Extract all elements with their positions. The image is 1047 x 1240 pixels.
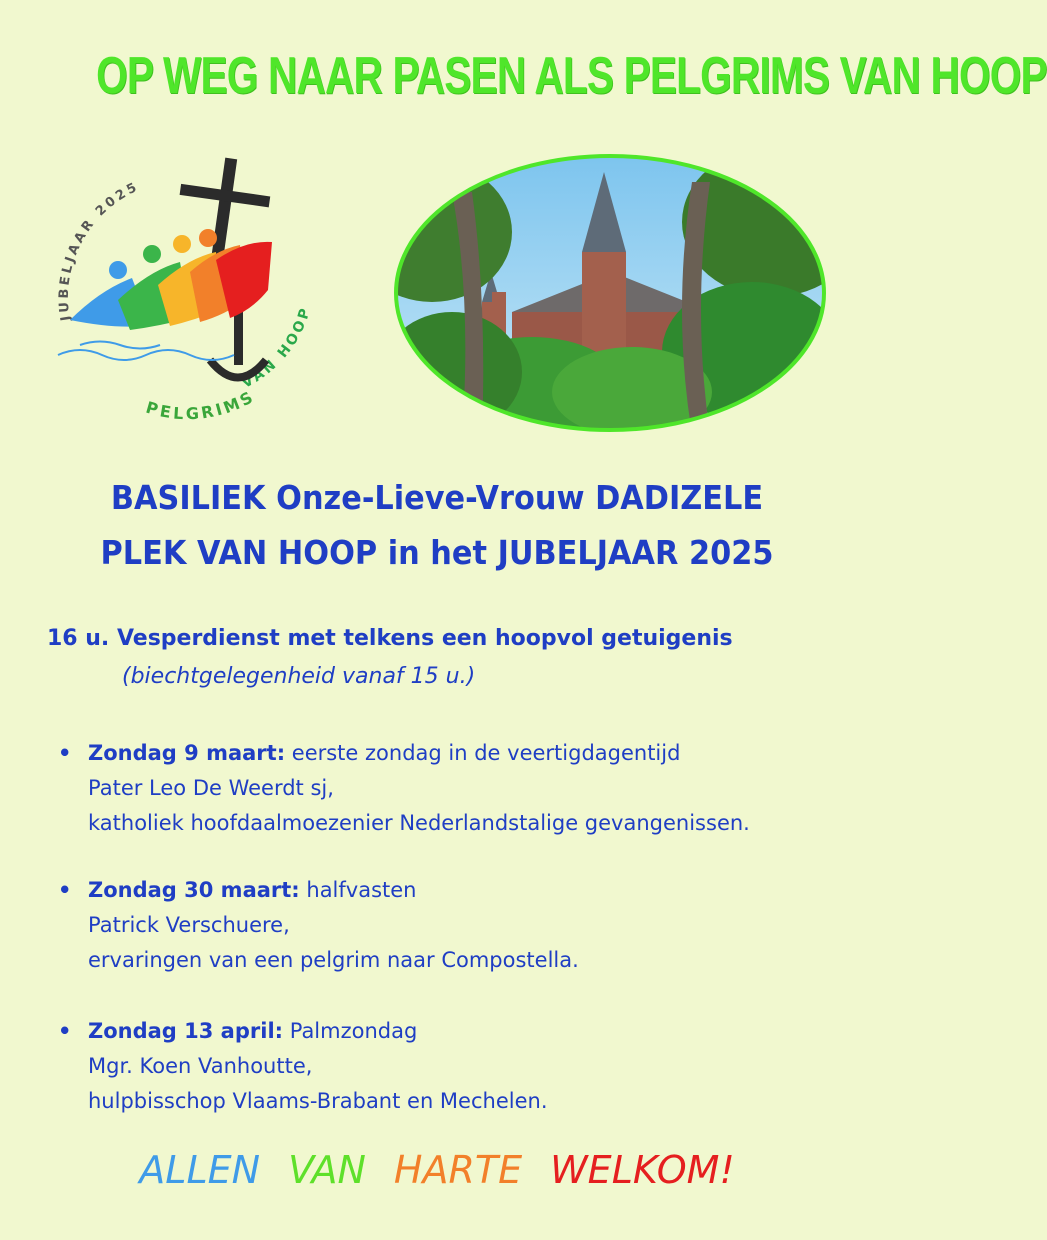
event-speaker: Patrick Verschuere, — [88, 913, 290, 937]
event-speaker: Mgr. Koen Vanhoutte, — [88, 1054, 313, 1078]
svg-text:PELGRIMS — [144, 386, 259, 423]
welcome-word: WELKOM! — [550, 1148, 735, 1192]
bullet: • — [58, 878, 72, 902]
bullet: • — [58, 1019, 72, 1043]
welcome-word: VAN — [288, 1148, 366, 1192]
logo-arc-bottom: PELGRIMS — [143, 386, 259, 424]
event-item — [58, 873, 579, 978]
event-date: Zondag 30 maart: — [88, 878, 300, 902]
event-title: eerste zondag in de veertigdagentijd — [285, 741, 681, 765]
event-date: Zondag 9 maart: — [88, 741, 286, 765]
jubilee-logo-icon — [40, 150, 350, 450]
event-item — [58, 1014, 548, 1119]
welcome-message — [0, 1148, 874, 1192]
event-description: hulpbisschop Vlaams-Brabant en Mechelen. — [88, 1089, 548, 1113]
event-title: Palmzondag — [283, 1019, 418, 1043]
basilica-photo-icon — [392, 152, 828, 434]
heading-basilica: BASILIEK Onze-Lieve-Vrouw DADIZELE — [110, 478, 764, 517]
event-item — [58, 736, 750, 841]
svg-text:VAN HOOP — [239, 304, 314, 392]
event-description: ervaringen van een pelgrim naar Compostella. — [88, 948, 579, 972]
event-title: halfvasten — [299, 878, 417, 902]
event-description: katholiek hoofdaalmoezenier Nederlandstalige gevangenissen. — [88, 811, 750, 835]
vespers-intro: 16 u. Vesperdienst met telkens een hoopvol getuigenis — [47, 626, 733, 651]
event-date: Zondag 13 april: — [88, 1019, 284, 1043]
confession-note: (biechtgelegenheid vanaf 15 u.) — [122, 664, 476, 689]
welcome-word: ALLEN — [139, 1148, 261, 1192]
poster-title: OP WEG NAAR PASEN ALS PELGRIMS VAN HOOP — [96, 47, 1047, 105]
heading-place-of-hope: PLEK VAN HOOP in het JUBELJAAR 2025 — [100, 533, 774, 572]
logo-arc-right: VAN HOOP — [239, 304, 315, 392]
logo-arc-top: JUBELJAAR 2025 — [56, 179, 142, 322]
event-speaker: Pater Leo De Weerdt sj, — [88, 776, 334, 800]
welcome-word: HARTE — [393, 1148, 523, 1192]
bullet: • — [58, 741, 72, 765]
